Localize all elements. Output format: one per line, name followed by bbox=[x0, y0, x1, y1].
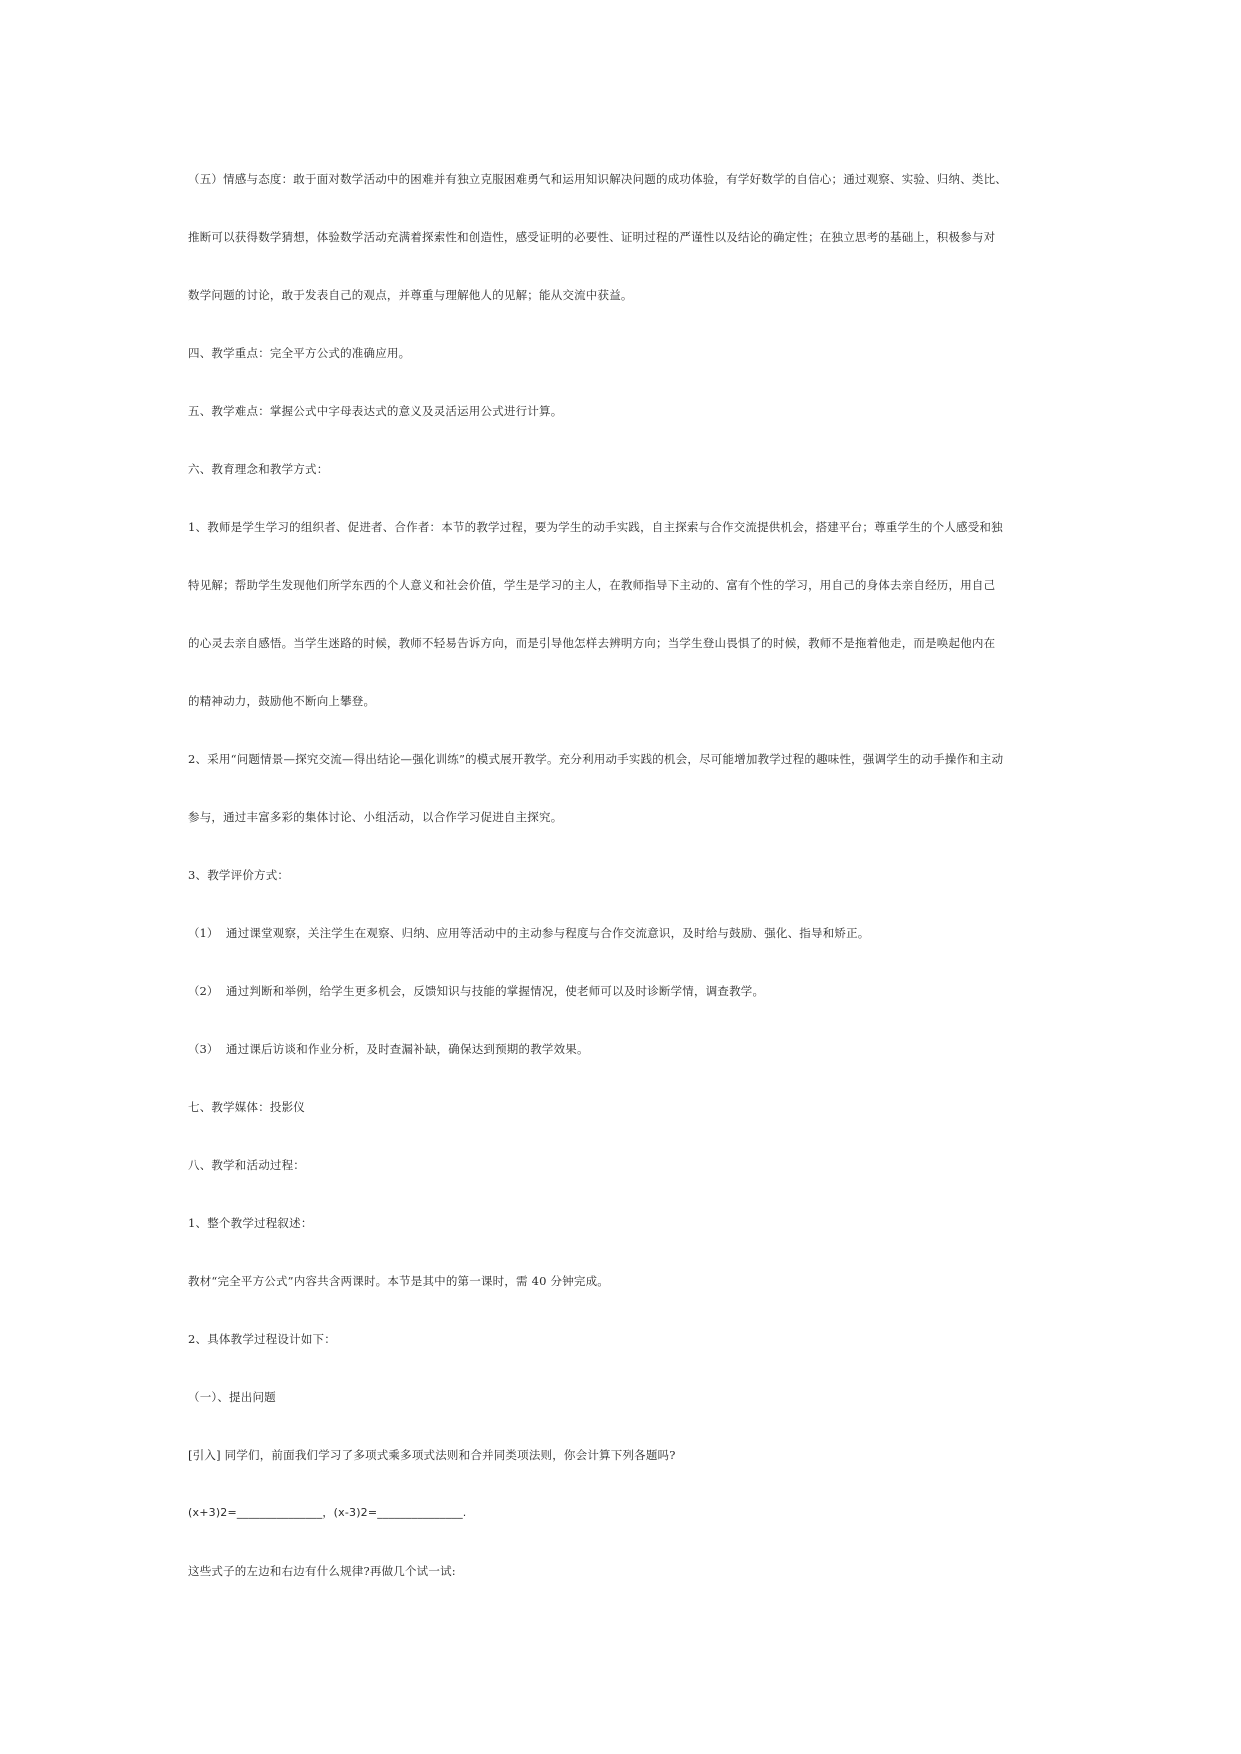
section-heading: 七、教学媒体：投影仪 bbox=[188, 1100, 305, 1114]
list-item-text: 通过判断和举例，给学生更多机会，反馈知识与技能的掌握情况，使老师可以及时诊断学情，调查教学。 bbox=[226, 984, 765, 998]
list-item-text: 通过课后访谈和作业分析，及时查漏补缺，确保达到预期的教学效果。 bbox=[226, 1042, 589, 1056]
subsection-heading: 2、具体教学过程设计如下： bbox=[188, 1332, 336, 1346]
paragraph-line: 教材“完全平方公式”内容共含两课时。本节是其中的第一课时，需 40 分钟完成。 bbox=[188, 1274, 609, 1288]
paragraph-line: 特见解；帮助学生发现他们所学东西的个人意义和社会价值，学生是学习的主人，在教师指导下主动的、富有个性的学习，用自己的身体去亲自经历，用自己 bbox=[188, 578, 996, 592]
list-item-number: （1） bbox=[188, 926, 219, 940]
list-item-number: （2） bbox=[188, 984, 219, 998]
section-heading: 六、教育理念和教学方式： bbox=[188, 462, 329, 476]
paragraph-line: 推断可以获得数学猜想，体验数学活动充满着探索性和创造性，感受证明的必要性、证明过程的严谨性以及结论的确定性；在独立思考的基础上，积极参与对 bbox=[188, 230, 996, 244]
paragraph-line: 这些式子的左边和右边有什么规律?再做几个试一试: bbox=[188, 1564, 456, 1578]
list-item-number: （3） bbox=[188, 1042, 219, 1056]
paragraph-line: 1、教师是学生学习的组织者、促进者、合作者：本节的教学过程，要为学生的动手实践，自主探索与合作交流提供机会，搭建平台；尊重学生的个人感受和独 bbox=[188, 520, 1003, 534]
paragraph-line: 数学问题的讨论，敢于发表自己的观点，并尊重与理解他人的见解；能从交流中获益。 bbox=[188, 288, 633, 302]
paragraph-line: 的精神动力，鼓励他不断向上攀登。 bbox=[188, 694, 376, 708]
section-heading: 四、教学重点：完全平方公式的准确应用。 bbox=[188, 346, 411, 360]
paragraph-line: 参与，通过丰富多彩的集体讨论、小组活动，以合作学习促进自主探究。 bbox=[188, 810, 563, 824]
list-item-text: 通过课堂观察，关注学生在观察、归纳、应用等活动中的主动参与程度与合作交流意识，及时给与鼓励、强化、指导和矫正。 bbox=[226, 926, 870, 940]
formula-line: (x+3)2=_______________，(x-3)2=_______________. bbox=[188, 1506, 467, 1519]
subsection-heading: （一）、提出问题 bbox=[188, 1390, 276, 1404]
section-heading: 3、教学评价方式： bbox=[188, 868, 290, 882]
subsection-heading: 1、整个教学过程叙述： bbox=[188, 1216, 313, 1230]
section-heading: 五、教学难点：掌握公式中字母表达式的意义及灵活运用公式进行计算。 bbox=[188, 404, 563, 418]
paragraph-line: 的心灵去亲自感悟。当学生迷路的时候，教师不轻易告诉方向，而是引导他怎样去辨明方向；当学生登山畏惧了的时候，教师不是拖着他走，而是唤起他内在 bbox=[188, 636, 996, 650]
section-heading: 八、教学和活动过程： bbox=[188, 1158, 305, 1172]
paragraph-line: [引入] 同学们，前面我们学习了多项式乘多项式法则和合并同类项法则，你会计算下列各题吗? bbox=[188, 1448, 676, 1462]
paragraph-line: 2、采用“问题情景—探究交流—得出结论—强化训练”的模式展开教学。充分利用动手实践的机会，尽可能增加教学过程的趣味性，强调学生的动手操作和主动 bbox=[188, 752, 1004, 766]
paragraph-line: （五）情感与态度：敢于面对数学活动中的困难并有独立克服困难勇气和运用知识解决问题的成功体验，有学好数学的自信心；通过观察、实验、归纳、类比、 bbox=[188, 172, 1007, 186]
